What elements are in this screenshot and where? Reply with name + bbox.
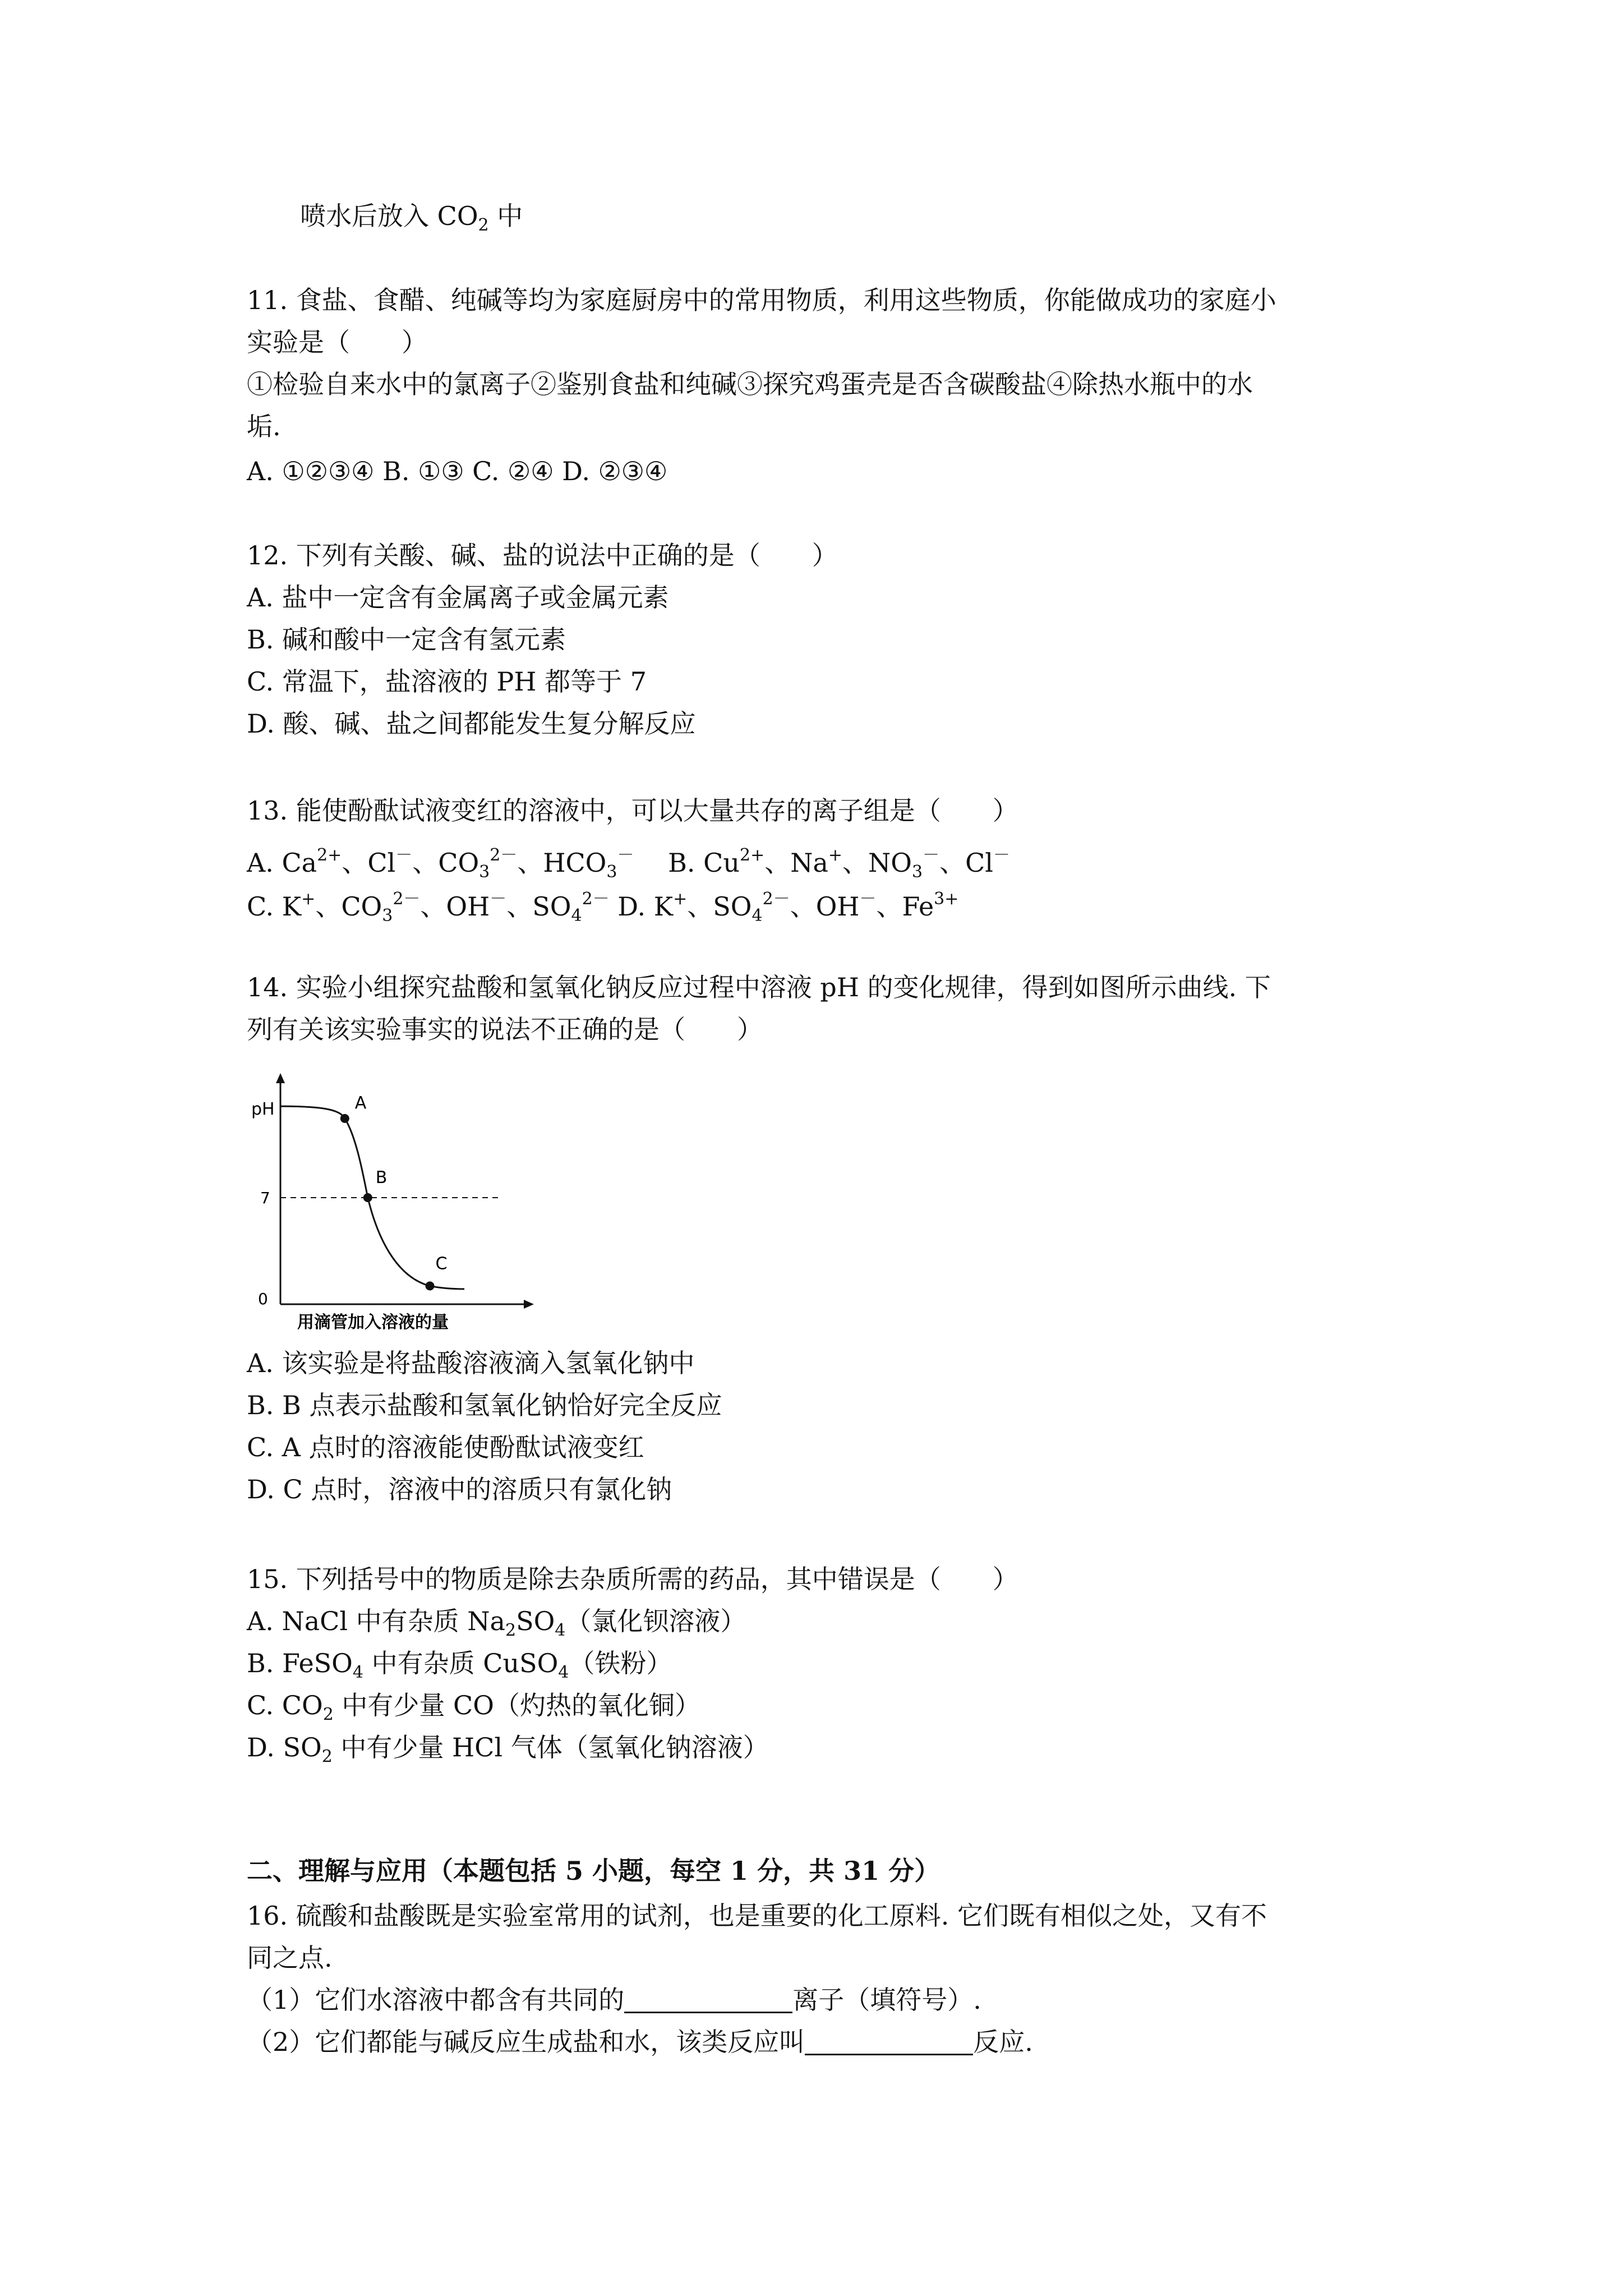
- point-label-a: A: [354, 1093, 367, 1113]
- q16-stem-line2: 同之点.: [247, 1943, 333, 1973]
- q12-option-a: A. 盐中一定含有金属离子或金属元素: [247, 582, 669, 613]
- answer-blank-2[interactable]: [805, 2028, 973, 2055]
- q11-options: A. ①②③④ B. ①③ C. ②④ D. ②③④: [247, 456, 668, 486]
- q11-stem-line4: 垢.: [247, 411, 281, 441]
- q13-options-cd: C. K+、$CO_3^{2-}$、OH－、$SO_4^{2-}$ D. K+、$SO_4^{2-}$、OH－、$Fe^{3+}$: [247, 889, 959, 926]
- q12-stem: 12. 下列有关酸、碱、盐的说法中正确的是（ ）: [247, 540, 838, 570]
- q13-options-ab: A. $Ca^{2+}$、Cl－、$CO_3^{2-}$、$HCO_3^-$ B. $Cu^{2+}$、Na+、$NO_3^-$、Cl－: [247, 845, 1011, 882]
- q16-part1: （1）它们水溶液中都含有共同的 离子（填符号）.: [247, 1985, 981, 2015]
- x-axis-arrow: [524, 1300, 534, 1309]
- point-a: [340, 1114, 349, 1123]
- q11-stem-line2: 实验是（ ）: [247, 327, 427, 357]
- point-c: [426, 1281, 435, 1290]
- continued-line: 喷水后放入 $CO_2$ 中: [300, 201, 523, 235]
- q12-option-b: B. 碱和酸中一定含有氢元素: [247, 624, 566, 655]
- q14-option-c: C. A 点时的溶液能使酚酞试液变红: [247, 1432, 644, 1462]
- q15-option-c: C. $CO_2$ 中有少量 CO（灼热的氧化铜）: [247, 1690, 700, 1724]
- q11-stem-line1: 11. 食盐、食醋、纯碱等均为家庭厨房中的常用物质，利用这些物质，你能做成功的家庭小: [247, 285, 1276, 315]
- q13-stem: 13. 能使酚酞试液变红的溶液中，可以大量共存的离子组是（ ）: [247, 795, 1018, 826]
- q14-stem-line2: 列有关该实验事实的说法不正确的是（ ）: [247, 1014, 763, 1045]
- q12-option-d: D. 酸、碱、盐之间都能发生复分解反应: [247, 708, 696, 739]
- q15-stem: 15. 下列括号中的物质是除去杂质所需的药品，其中错误是（ ）: [247, 1564, 1018, 1594]
- q15-option-a: A. NaCl 中有杂质 $Na_2SO_4$（氯化钡溶液）: [247, 1606, 746, 1640]
- point-b: [363, 1193, 372, 1202]
- y-axis-arrow: [276, 1073, 285, 1083]
- x-axis-label: 用滴管加入溶液的量: [297, 1313, 449, 1332]
- section2-title: 二、理解与应用（本题包括 5 小题，每空 1 分，共 31 分）: [247, 1856, 940, 1886]
- q16-part2: （2）它们都能与碱反应生成盐和水，该类反应叫 反应.: [247, 2027, 1033, 2057]
- ph-curve-chart: [247, 1069, 538, 1343]
- q14-stem-line1: 14. 实验小组探究盐酸和氢氧化钠反应过程中溶液 pH 的变化规律，得到如图所示曲线. 下: [247, 972, 1271, 1002]
- answer-blank-1[interactable]: [624, 1986, 792, 2013]
- ph7-label: 7: [260, 1189, 270, 1207]
- origin-label: 0: [258, 1290, 268, 1308]
- q14-option-d: D. C 点时，溶液中的溶质只有氯化钠: [247, 1474, 672, 1504]
- q11-stem-line3: ①检验自来水中的氯离子②鉴别食盐和纯碱③探究鸡蛋壳是否含碳酸盐④除热水瓶中的水: [247, 369, 1253, 399]
- q12-option-c: C. 常温下，盐溶液的 PH 都等于 7: [247, 666, 647, 697]
- q14-option-b: B. B 点表示盐酸和氢氧化钠恰好完全反应: [247, 1390, 722, 1420]
- point-label-c: C: [435, 1254, 448, 1274]
- y-axis-label: pH: [251, 1099, 275, 1119]
- point-label-b: B: [375, 1168, 388, 1188]
- q15-option-b: B. FeSO$_4$ 中有杂质 CuSO$_4$（铁粉）: [247, 1648, 672, 1682]
- q14-option-a: A. 该实验是将盐酸溶液滴入氢氧化钠中: [247, 1348, 695, 1378]
- q15-option-d: D. $SO_2$ 中有少量 HCl 气体（氢氧化钠溶液）: [247, 1732, 769, 1766]
- q16-stem-line1: 16. 硫酸和盐酸既是实验室常用的试剂，也是重要的化工原料. 它们既有相似之处，又有不: [247, 1901, 1267, 1931]
